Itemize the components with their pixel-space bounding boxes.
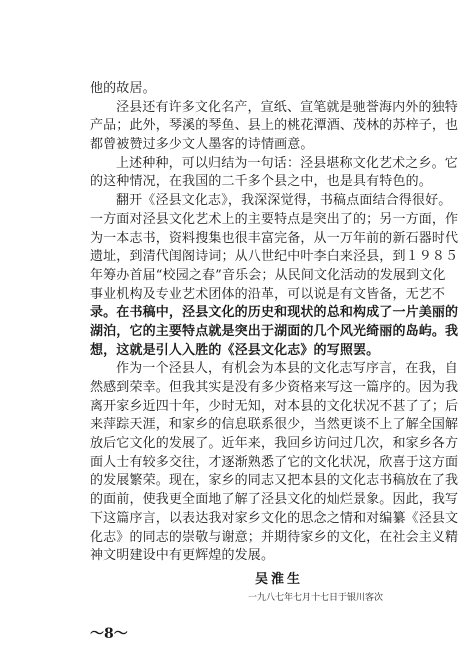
body-line: 作为一个泾县人，有机会为本县的文化志写序言，在我，自: [116, 361, 458, 377]
body-line: 想，这就是引人入胜的《泾县文化志》的写照罢。: [90, 342, 380, 358]
body-line: 为一本志书，资料搜集也很丰富完备，从一万年前的新石器时代: [90, 230, 458, 246]
preface-body: [90, 80, 458, 566]
body-line: 都曾被赞过多少文人墨客的诗情画意。: [90, 137, 314, 153]
body-line: 的发展繁荣。现在，家乡的同志又把本县的文化志书稿放在了我: [90, 473, 458, 489]
body-line: 他的故居。: [90, 81, 156, 96]
body-line: 来萍踪天涯，和家乡的信息联系很少，当然更谈不上了解全国解: [90, 417, 458, 433]
page-number: ～8～: [90, 626, 128, 642]
body-line: 录。在书稿中，泾县文化的历史和现状的总和构成了一片美丽的: [90, 305, 458, 321]
body-line: 翻开《泾县文化志》，我深深觉得，书稿点面结合得很好。: [116, 193, 452, 209]
body-line: 化志》的同志的崇敬与谢意；并期待家乡的文化，在社会主义精: [90, 529, 458, 545]
body-line: 的这种情况，在我国的二千多个县之中，也是具有特色的。: [90, 174, 432, 190]
body-line: 年筹办首届“校园之春”音乐会；从民间文化活动的发展到文化: [90, 267, 446, 283]
body-line: 产品；此外，琴溪的琴鱼、县上的桃花潭酒、茂林的苏梓子，也: [90, 118, 458, 134]
body-line: 泾县还有许多文化名产，宣纸、宣笔就是驰誉海内外的独特: [116, 99, 458, 115]
body-line: 面人士有较多交往，才逐渐熟悉了它的文化状况，欣喜于这方面: [90, 454, 458, 470]
body-line: 遗址，到清代闺阁诗词；从八世纪中叶李白来泾县，到１９８５: [90, 249, 458, 265]
body-line: 放后它文化的发展了。近年来，我回乡访问过几次，和家乡各方: [90, 436, 458, 452]
body-line: 一方面对泾县文化艺术上的主要特点是突出了的；另一方面，作: [90, 211, 458, 227]
author-signature: 吴淮生: [255, 572, 304, 587]
body-line: 下这篇序言，以表达我对家乡文化的思念之情和对编纂《泾县文: [90, 510, 458, 526]
body-line: 离开家乡近四十年，少时无知，对本县的文化状况不甚了了；后: [90, 398, 458, 414]
body-line: 然感到荣幸。但我其实是没有多少资格来写这一篇序的。因为我: [90, 380, 458, 395]
body-line: 上述种种，可以归结为一句话：泾县堪称文化艺术之乡。它: [116, 155, 458, 171]
body-line: 湖泊，它的主要特点就是突出于湖面的几个风光绮丽的岛屿。我: [90, 323, 458, 339]
body-line: 的面前，使我更全面地了解了泾县文化的灿烂景象。因此，我写: [90, 492, 458, 508]
body-line: 神文明建设中有更辉煌的发展。: [90, 548, 275, 564]
signature-date: 一九八七年七月十七日于银川客次: [248, 593, 384, 603]
body-line: 事业机构及专业艺术团体的沿革，可以说是有文皆备，无艺不: [90, 286, 446, 302]
